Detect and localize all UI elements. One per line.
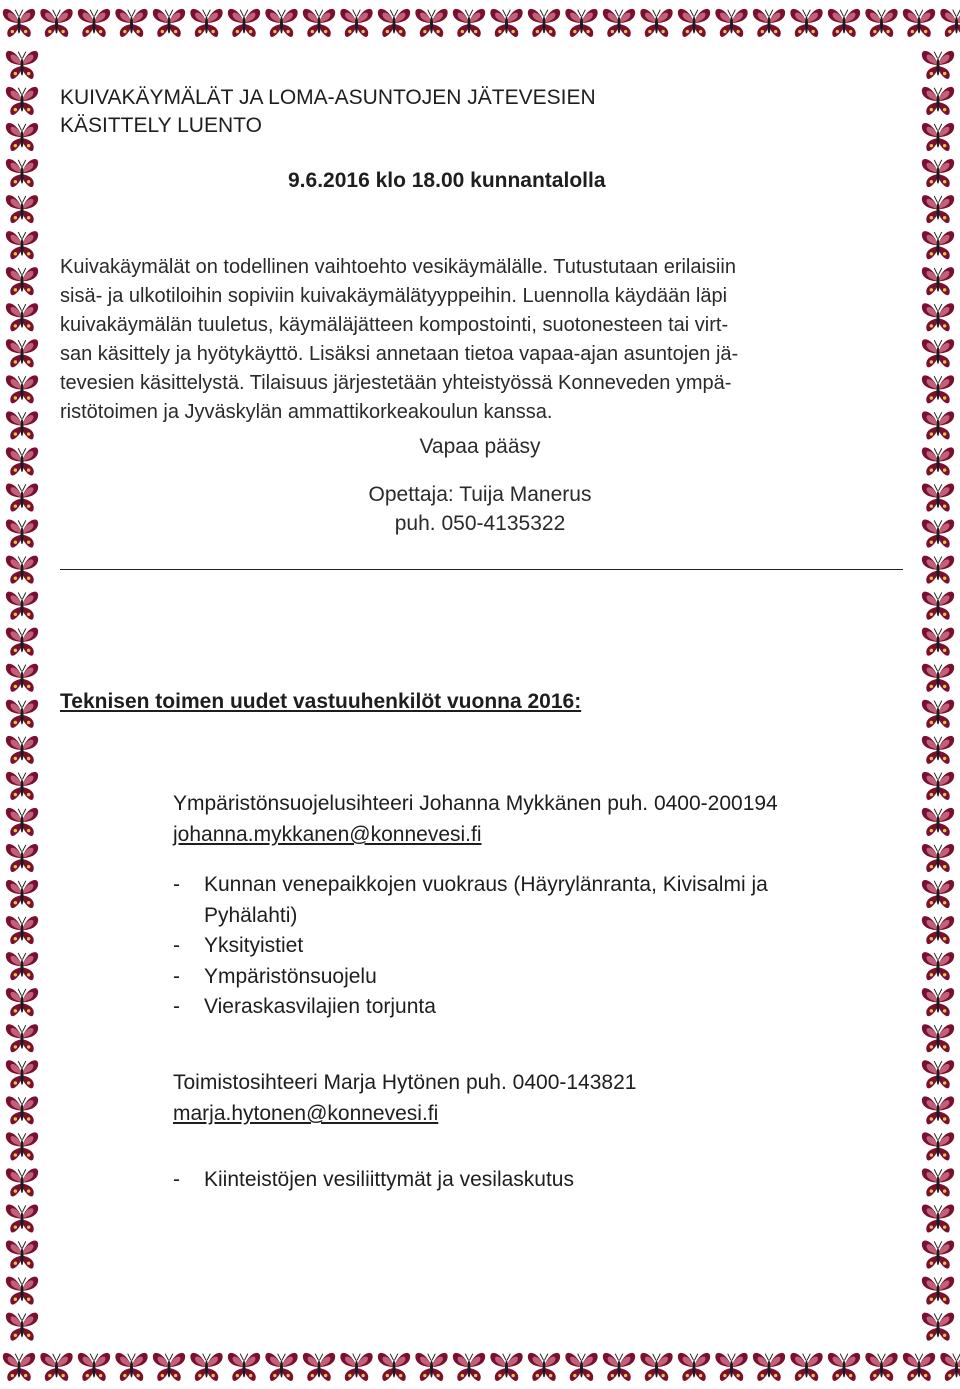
butterfly-icon — [415, 9, 447, 37]
butterfly-icon — [6, 87, 38, 115]
butterfly-icon — [528, 9, 560, 37]
butterfly-icon — [6, 123, 38, 151]
butterfly-icon — [190, 9, 222, 37]
butterfly-icon — [940, 1353, 960, 1381]
butterfly-icon — [453, 1353, 485, 1381]
butterfly-icon — [922, 303, 954, 331]
duty-item: - Kiinteistöjen vesiliittymät ja vesilaskutus — [173, 1165, 574, 1196]
duty-item: - Vieraskasvilajien torjunta — [173, 992, 768, 1023]
butterfly-icon — [922, 628, 954, 656]
butterfly-icon — [490, 1353, 522, 1381]
butterfly-icon — [922, 267, 954, 295]
butterfly-icon — [6, 520, 38, 548]
butterfly-icon — [78, 9, 110, 37]
butterfly-icon — [922, 988, 954, 1016]
butterfly-icon — [790, 9, 822, 37]
butterfly-icon — [6, 808, 38, 836]
description-line: ristötoimen ja Jyväskylän ammattikorkeakoulun kanssa. — [60, 401, 553, 423]
butterfly-icon — [922, 375, 954, 403]
butterfly-icon — [753, 9, 785, 37]
teacher-phone: puh. 050-4135322 — [394, 512, 566, 535]
butterfly-icon — [922, 556, 954, 584]
butterfly-icon — [922, 736, 954, 764]
butterfly-icon — [922, 808, 954, 836]
description-line: Kuivakäymälät on todellinen vaihtoehto vesikäymälälle. Tutustutaan erilaisiin — [60, 256, 736, 278]
butterfly-icon — [153, 1353, 185, 1381]
butterfly-icon — [6, 592, 38, 620]
description-line: san käsittely ja hyötykäyttö. Lisäksi annetaan tietoa vapaa-ajan asuntojen jä- — [60, 343, 739, 365]
butterfly-icon — [6, 375, 38, 403]
butterfly-icon — [922, 1024, 954, 1052]
butterfly-icon — [3, 1353, 35, 1381]
butterfly-icon — [922, 339, 954, 367]
butterfly-icon — [303, 9, 335, 37]
contact-marja-title: Toimistosihteeri Marja Hytönen puh. 0400-143821 — [173, 1071, 637, 1094]
event-description — [60, 253, 906, 427]
butterfly-icon — [565, 9, 597, 37]
teacher-text: Opettaja: Tuija Manerus — [368, 483, 592, 506]
butterfly-icon — [903, 9, 935, 37]
butterfly-icon — [115, 9, 147, 37]
event-title — [60, 84, 596, 140]
butterfly-icon — [603, 1353, 635, 1381]
butterfly-icon — [828, 1353, 860, 1381]
butterfly-icon — [922, 772, 954, 800]
butterfly-icon — [922, 916, 954, 944]
butterfly-icon — [265, 1353, 297, 1381]
butterfly-icon — [378, 9, 410, 37]
butterfly-icon — [6, 736, 38, 764]
butterfly-icon — [753, 1353, 785, 1381]
butterfly-icon — [922, 1313, 954, 1341]
butterfly-icon — [922, 411, 954, 439]
butterfly-icon — [6, 447, 38, 475]
admission-text: Vapaa pääsy — [419, 435, 541, 458]
event-title-line2: KÄSITTELY LUENTO — [60, 114, 262, 137]
butterfly-icon — [903, 1353, 935, 1381]
butterfly-icon — [6, 1096, 38, 1124]
butterfly-border-left — [0, 46, 44, 1344]
butterfly-icon — [922, 1168, 954, 1196]
butterfly-icon — [303, 1353, 335, 1381]
duty-item: - Yksityistiet — [173, 931, 768, 962]
butterfly-icon — [340, 1353, 372, 1381]
butterfly-icon — [922, 700, 954, 728]
butterfly-icon — [922, 880, 954, 908]
butterfly-icon — [78, 1353, 110, 1381]
butterfly-icon — [828, 9, 860, 37]
butterfly-icon — [3, 9, 35, 37]
butterfly-icon — [6, 51, 38, 79]
contact-marja-email[interactable]: marja.hytonen@konnevesi.fi — [173, 1102, 439, 1125]
butterfly-icon — [228, 9, 260, 37]
duties-list-johanna — [173, 870, 768, 1023]
butterfly-icon — [153, 9, 185, 37]
butterfly-icon — [922, 844, 954, 872]
butterfly-icon — [715, 1353, 747, 1381]
butterfly-border-bottom — [0, 1344, 960, 1389]
duty-item: Pyhälahti) — [204, 903, 298, 927]
butterfly-icon — [115, 1353, 147, 1381]
butterfly-icon — [340, 9, 372, 37]
butterfly-icon — [190, 1353, 222, 1381]
butterfly-icon — [6, 231, 38, 259]
butterfly-icon — [790, 1353, 822, 1381]
butterfly-icon — [922, 123, 954, 151]
description-line: sisä- ja ulkotiloihin sopiviin kuivakäymälätyyppeihin. Luennolla käydään läpi — [60, 285, 728, 307]
butterfly-icon — [6, 664, 38, 692]
contact-johanna — [173, 788, 778, 850]
butterfly-icon — [922, 664, 954, 692]
butterfly-border-right — [916, 46, 960, 1344]
butterfly-icon — [922, 1060, 954, 1088]
butterfly-icon — [640, 1353, 672, 1381]
butterfly-icon — [6, 556, 38, 584]
butterfly-icon — [715, 9, 747, 37]
butterfly-icon — [6, 844, 38, 872]
butterfly-icon — [6, 952, 38, 980]
butterfly-icon — [40, 1353, 72, 1381]
butterfly-icon — [922, 51, 954, 79]
section-heading: Teknisen toimen uudet vastuuhenkilöt vuonna 2016: — [60, 690, 582, 713]
butterfly-icon — [415, 1353, 447, 1381]
butterfly-icon — [640, 9, 672, 37]
butterfly-icon — [922, 1132, 954, 1160]
butterfly-icon — [6, 772, 38, 800]
butterfly-icon — [865, 1353, 897, 1381]
butterfly-icon — [40, 9, 72, 37]
butterfly-icon — [6, 1313, 38, 1341]
description-line: tevesien käsittelystä. Tilaisuus järjestetään yhteistyössä Konneveden ympä- — [60, 372, 732, 394]
butterfly-icon — [6, 411, 38, 439]
butterfly-icon — [6, 1241, 38, 1269]
butterfly-icon — [6, 880, 38, 908]
butterfly-icon — [922, 483, 954, 511]
butterfly-icon — [6, 339, 38, 367]
event-title-line1: KUIVAKÄYMÄLÄT JA LOMA-ASUNTOJEN JÄTEVESIEN — [60, 86, 596, 109]
duty-item: - Ympäristönsuojelu — [173, 962, 768, 993]
butterfly-icon — [6, 988, 38, 1016]
butterfly-icon — [922, 592, 954, 620]
butterfly-icon — [922, 159, 954, 187]
butterfly-icon — [528, 1353, 560, 1381]
butterfly-icon — [922, 1277, 954, 1305]
butterfly-icon — [6, 267, 38, 295]
butterfly-icon — [6, 195, 38, 223]
section-divider — [60, 569, 903, 570]
butterfly-icon — [6, 700, 38, 728]
butterfly-icon — [490, 9, 522, 37]
butterfly-icon — [565, 1353, 597, 1381]
butterfly-icon — [6, 303, 38, 331]
butterfly-icon — [6, 1132, 38, 1160]
butterfly-icon — [922, 1241, 954, 1269]
butterfly-icon — [6, 1277, 38, 1305]
butterfly-icon — [6, 916, 38, 944]
butterfly-icon — [265, 9, 297, 37]
butterfly-icon — [603, 9, 635, 37]
butterfly-icon — [228, 1353, 260, 1381]
butterfly-icon — [6, 1024, 38, 1052]
butterfly-icon — [678, 9, 710, 37]
butterfly-border-top — [0, 0, 960, 46]
butterfly-icon — [865, 9, 897, 37]
butterfly-icon — [6, 1168, 38, 1196]
butterfly-icon — [922, 1204, 954, 1232]
butterfly-icon — [6, 628, 38, 656]
description-line: kuivakäymälän tuuletus, käymäläjätteen kompostointi, suotonesteen tai virt- — [60, 314, 729, 336]
butterfly-icon — [922, 87, 954, 115]
butterfly-icon — [922, 231, 954, 259]
butterfly-icon — [922, 1096, 954, 1124]
butterfly-icon — [453, 9, 485, 37]
butterfly-icon — [6, 159, 38, 187]
contact-johanna-title: Ympäristönsuojelusihteeri Johanna Mykkänen puh. 0400-200194 — [173, 792, 778, 815]
butterfly-icon — [378, 1353, 410, 1381]
butterfly-icon — [940, 9, 960, 37]
duties-list-marja — [173, 1165, 574, 1196]
butterfly-icon — [678, 1353, 710, 1381]
butterfly-icon — [922, 195, 954, 223]
duty-item: - Kunnan venepaikkojen vuokraus (Häyrylänranta, Kivisalmi ja — [173, 870, 768, 901]
event-date: 9.6.2016 klo 18.00 kunnantalolla — [288, 169, 606, 192]
butterfly-icon — [922, 520, 954, 548]
contact-marja — [173, 1067, 636, 1129]
contact-johanna-email[interactable]: johanna.mykkanen@konnevesi.fi — [173, 823, 482, 846]
butterfly-icon — [6, 1060, 38, 1088]
butterfly-icon — [922, 952, 954, 980]
butterfly-icon — [922, 447, 954, 475]
butterfly-icon — [6, 483, 38, 511]
butterfly-icon — [6, 1204, 38, 1232]
